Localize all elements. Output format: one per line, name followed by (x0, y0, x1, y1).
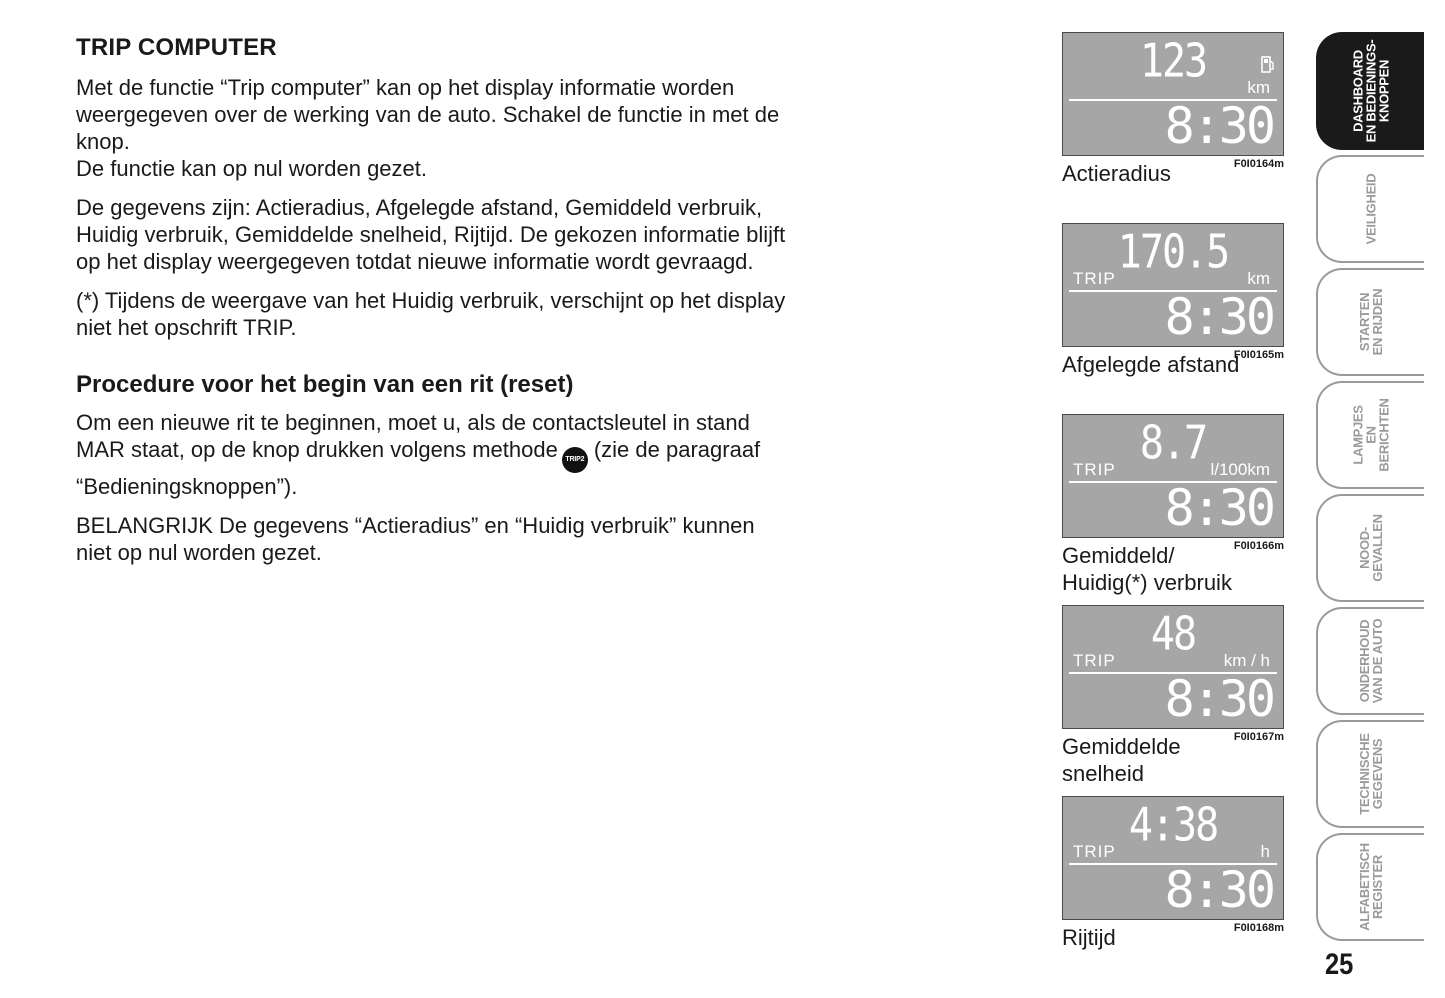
tab-label: NOOD- GEVALLEN (1357, 514, 1385, 582)
caption-line: Huidig(*) verbruik (1062, 570, 1232, 595)
text-segment: (zie de paragraaf (593, 437, 761, 462)
text-line (76, 436, 856, 473)
reset-title: Procedure voor het begin van een rit (reset) (76, 371, 574, 398)
text-line: “Bedieningsknoppen”). (76, 474, 298, 499)
display-unit: km (1247, 269, 1270, 288)
tab-label: LAMPJES EN BERICHTEN (1350, 398, 1392, 472)
tab-alfabetisch-register[interactable] (1316, 833, 1424, 941)
display-unit: km / h (1223, 651, 1270, 670)
tab-starten-en-rijden[interactable] (1316, 268, 1424, 376)
text-line: Huidig verbruik, Gemiddelde snelheid, Rijtijd. De gekozen informatie blijft (76, 222, 786, 247)
display-figure-verbruik (1062, 414, 1284, 596)
text-line: op het display weergegeven totdat nieuwe informatie wordt gevraagd. (76, 249, 754, 274)
display-top-value: 48 (1150, 608, 1196, 661)
text-line: niet het opschrift TRIP. (76, 315, 297, 340)
text-line: BELANGRIJK De gegevens “Actieradius” en “Huidig verbruik” kunnen (76, 513, 755, 538)
fuel-pump-icon (1261, 55, 1275, 73)
tab-dashboard[interactable] (1316, 32, 1424, 150)
tab-label: DASHBOARD EN BEDIENINGS- KNOPPEN (1350, 39, 1392, 143)
text-line: weergegeven over de werking van de auto. Schakel de functie in met de (76, 102, 780, 127)
caption-line: Gemiddelde (1062, 734, 1181, 759)
display-top-value: 170.5 (1117, 226, 1229, 279)
chapter-tabs (1316, 32, 1424, 946)
display-top-value: 123 (1139, 35, 1207, 88)
tab-technische-gegevens[interactable] (1316, 720, 1424, 828)
display-unit: h (1260, 842, 1270, 861)
display-trip-label: TRIP (1073, 842, 1116, 861)
display-trip-label: TRIP (1073, 460, 1116, 479)
lcd-display (1062, 796, 1284, 920)
display-top-value: 8.7 (1139, 417, 1207, 470)
caption-line: snelheid (1062, 761, 1144, 786)
tab-label: TECHNISCHE GEGEVENS (1357, 733, 1385, 815)
display-figure-afgelegde-afstand (1062, 223, 1284, 378)
caption-line: Actieradius (1062, 161, 1171, 186)
text-line: (*) Tijdens de weergave van het Huidig verbruik, verschijnt op het display (76, 288, 786, 313)
caption-line: Rijtijd (1062, 925, 1116, 950)
tab-noodgevallen[interactable] (1316, 494, 1424, 602)
display-clock: 8:30 (1164, 861, 1273, 919)
figure-code: F0I0165m (1233, 349, 1284, 361)
display-unit: km (1247, 78, 1270, 97)
main-text-column (76, 34, 856, 578)
figure-code: F0I0166m (1233, 540, 1284, 552)
reset-paragraph (76, 409, 856, 500)
note-paragraph (76, 287, 856, 341)
lcd-display (1062, 605, 1284, 729)
tab-label: VEILIGHEID (1363, 173, 1379, 245)
display-trip-label: TRIP (1073, 269, 1116, 288)
text-line: Om een nieuwe rit te beginnen, moet u, als de contactsleutel in stand (76, 410, 750, 435)
page-number: 25 (1325, 948, 1354, 981)
text-line: De gegevens zijn: Actieradius, Afgelegde afstand, Gemiddeld verbruik, (76, 195, 763, 220)
tab-veiligheid[interactable] (1316, 155, 1424, 263)
caption-line: Gemiddeld/ (1062, 543, 1175, 568)
tab-lampjes-en-berichten[interactable] (1316, 381, 1424, 489)
tab-label: STARTEN EN RIJDEN (1357, 288, 1385, 356)
tab-onderhoud[interactable] (1316, 607, 1424, 715)
display-clock: 8:30 (1164, 479, 1273, 537)
display-clock: 8:30 (1164, 670, 1273, 728)
figure-code: F0I0168m (1233, 922, 1284, 934)
display-clock: 8:30 (1164, 288, 1273, 346)
important-paragraph (76, 512, 856, 566)
trip-button-icon: TRIP2 (562, 447, 588, 473)
section-title: TRIP COMPUTER (76, 34, 277, 61)
display-trip-label: TRIP (1073, 651, 1116, 670)
figure-code: F0I0167m (1233, 731, 1284, 743)
display-figure-actieradius (1062, 32, 1284, 187)
lcd-display (1062, 223, 1284, 347)
text-line: niet op nul worden gezet. (76, 540, 322, 565)
display-figure-gemiddelde-snelheid (1062, 605, 1284, 787)
text-line: De functie kan op nul worden gezet. (76, 156, 428, 181)
display-clock: 8:30 (1164, 97, 1273, 155)
lcd-display (1062, 32, 1284, 156)
tab-label: ALFABETISCH REGISTER (1357, 843, 1385, 931)
lcd-display (1062, 414, 1284, 538)
figure-code: F0I0164m (1233, 158, 1284, 170)
text-line: knop. (76, 129, 130, 154)
display-unit: l/100km (1210, 460, 1270, 479)
caption-line: Afgelegde afstand (1062, 352, 1240, 377)
intro-paragraph (76, 74, 856, 182)
text-segment: MAR staat, op de knop drukken volgens methode (76, 437, 558, 462)
data-paragraph (76, 194, 856, 275)
display-figure-rijtijd (1062, 796, 1284, 951)
tab-label: ONDERHOUD VAN DE AUTO (1357, 618, 1385, 704)
display-top-value: 4:38 (1128, 799, 1218, 852)
text-line: Met de functie “Trip computer” kan op het display informatie worden (76, 75, 735, 100)
